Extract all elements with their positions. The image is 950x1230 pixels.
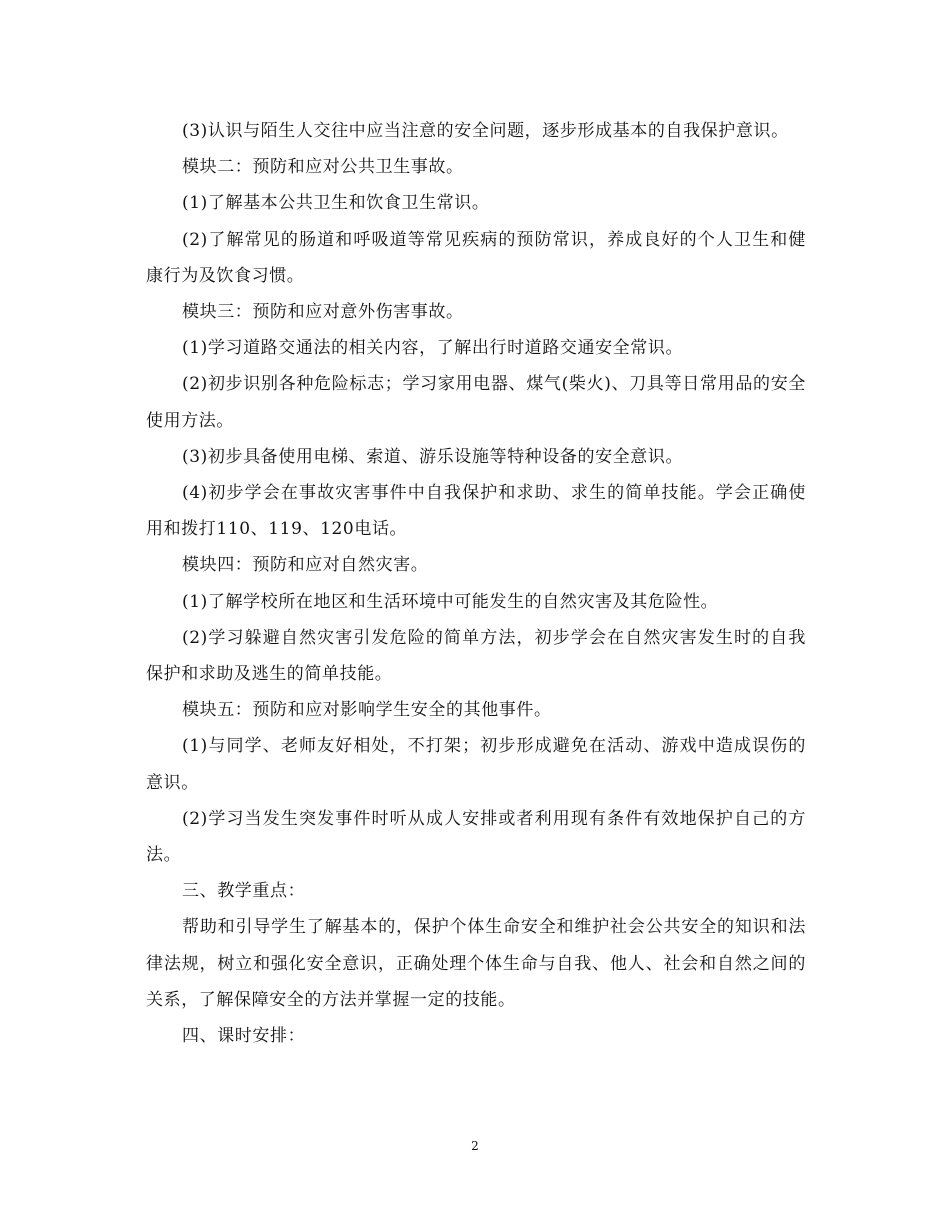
paragraph-module-2-item-1: (1)了解基本公共卫生和饮食卫生常识。	[182, 193, 490, 214]
heading-module-4: 模块四：预防和应对自然灾害。	[182, 555, 429, 576]
paragraph-module-3-item-4: (4)初步学会在事故灾害事件中自我保护和求助、求生的简单技能。学会正确使用和拨打110、119、120电话。	[146, 483, 806, 540]
paragraph-module-5-item-1: (1)与同学、老师友好相处，不打架；初步形成避免在活动、游戏中造成误伤的意识。	[146, 736, 806, 793]
heading-module-5: 模块五：预防和应对影响学生安全的其他事件。	[182, 700, 552, 721]
paragraph-teaching-focus: 帮助和引导学生了解基本的，保护个体生命安全和维护社会公共安全的知识和法律法规，树立和强化安全意识，正确处理个体生命与自我、他人、社会和自然之间的关系，了解保障安全的方法并掌握一定的技能。	[146, 917, 806, 1010]
heading-module-3: 模块三：预防和应对意外伤害事故。	[182, 302, 464, 323]
paragraph-module-3-item-2: (2)初步识别各种危险标志；学习家用电器、煤气(柴火)、刀具等日常用品的安全使用方法。	[146, 374, 806, 431]
paragraph-personal-safety-3: (3)认识与陌生人交往中应当注意的安全问题，逐步形成基本的自我保护意识。	[182, 121, 789, 141]
paragraph-module-4-item-1: (1)了解学校所在地区和生活环境中可能发生的自然灾害及其危险性。	[182, 591, 719, 612]
paragraph-module-2-item-2: (2)了解常见的肠道和呼吸道等常见疾病的预防常识，养成良好的个人卫生和健康行为及饮食习惯。	[146, 229, 806, 286]
heading-class-schedule: 四、课时安排：	[182, 1026, 306, 1047]
document-body	[146, 113, 806, 1054]
paragraph-module-4-item-2: (2)学习躲避自然灾害引发危险的简单方法，初步学会在自然灾害发生时的自我保护和求助及逃生的简单技能。	[146, 627, 806, 685]
heading-module-2: 模块二：预防和应对公共卫生事故。	[182, 157, 464, 178]
heading-teaching-focus: 三、教学重点：	[182, 881, 306, 902]
paragraph-module-3-item-3: (3)初步具备使用电梯、索道、游乐设施等特种设备的安全意识。	[182, 446, 684, 467]
paragraph-module-3-item-1: (1)学习道路交通法的相关内容，了解出行时道路交通安全常识。	[182, 338, 684, 359]
page-number: 2	[471, 1139, 479, 1153]
paragraph-module-5-item-2: (2)学习当发生突发事件时听从成人安排或者利用现有条件有效地保护自己的方法。	[146, 808, 806, 866]
